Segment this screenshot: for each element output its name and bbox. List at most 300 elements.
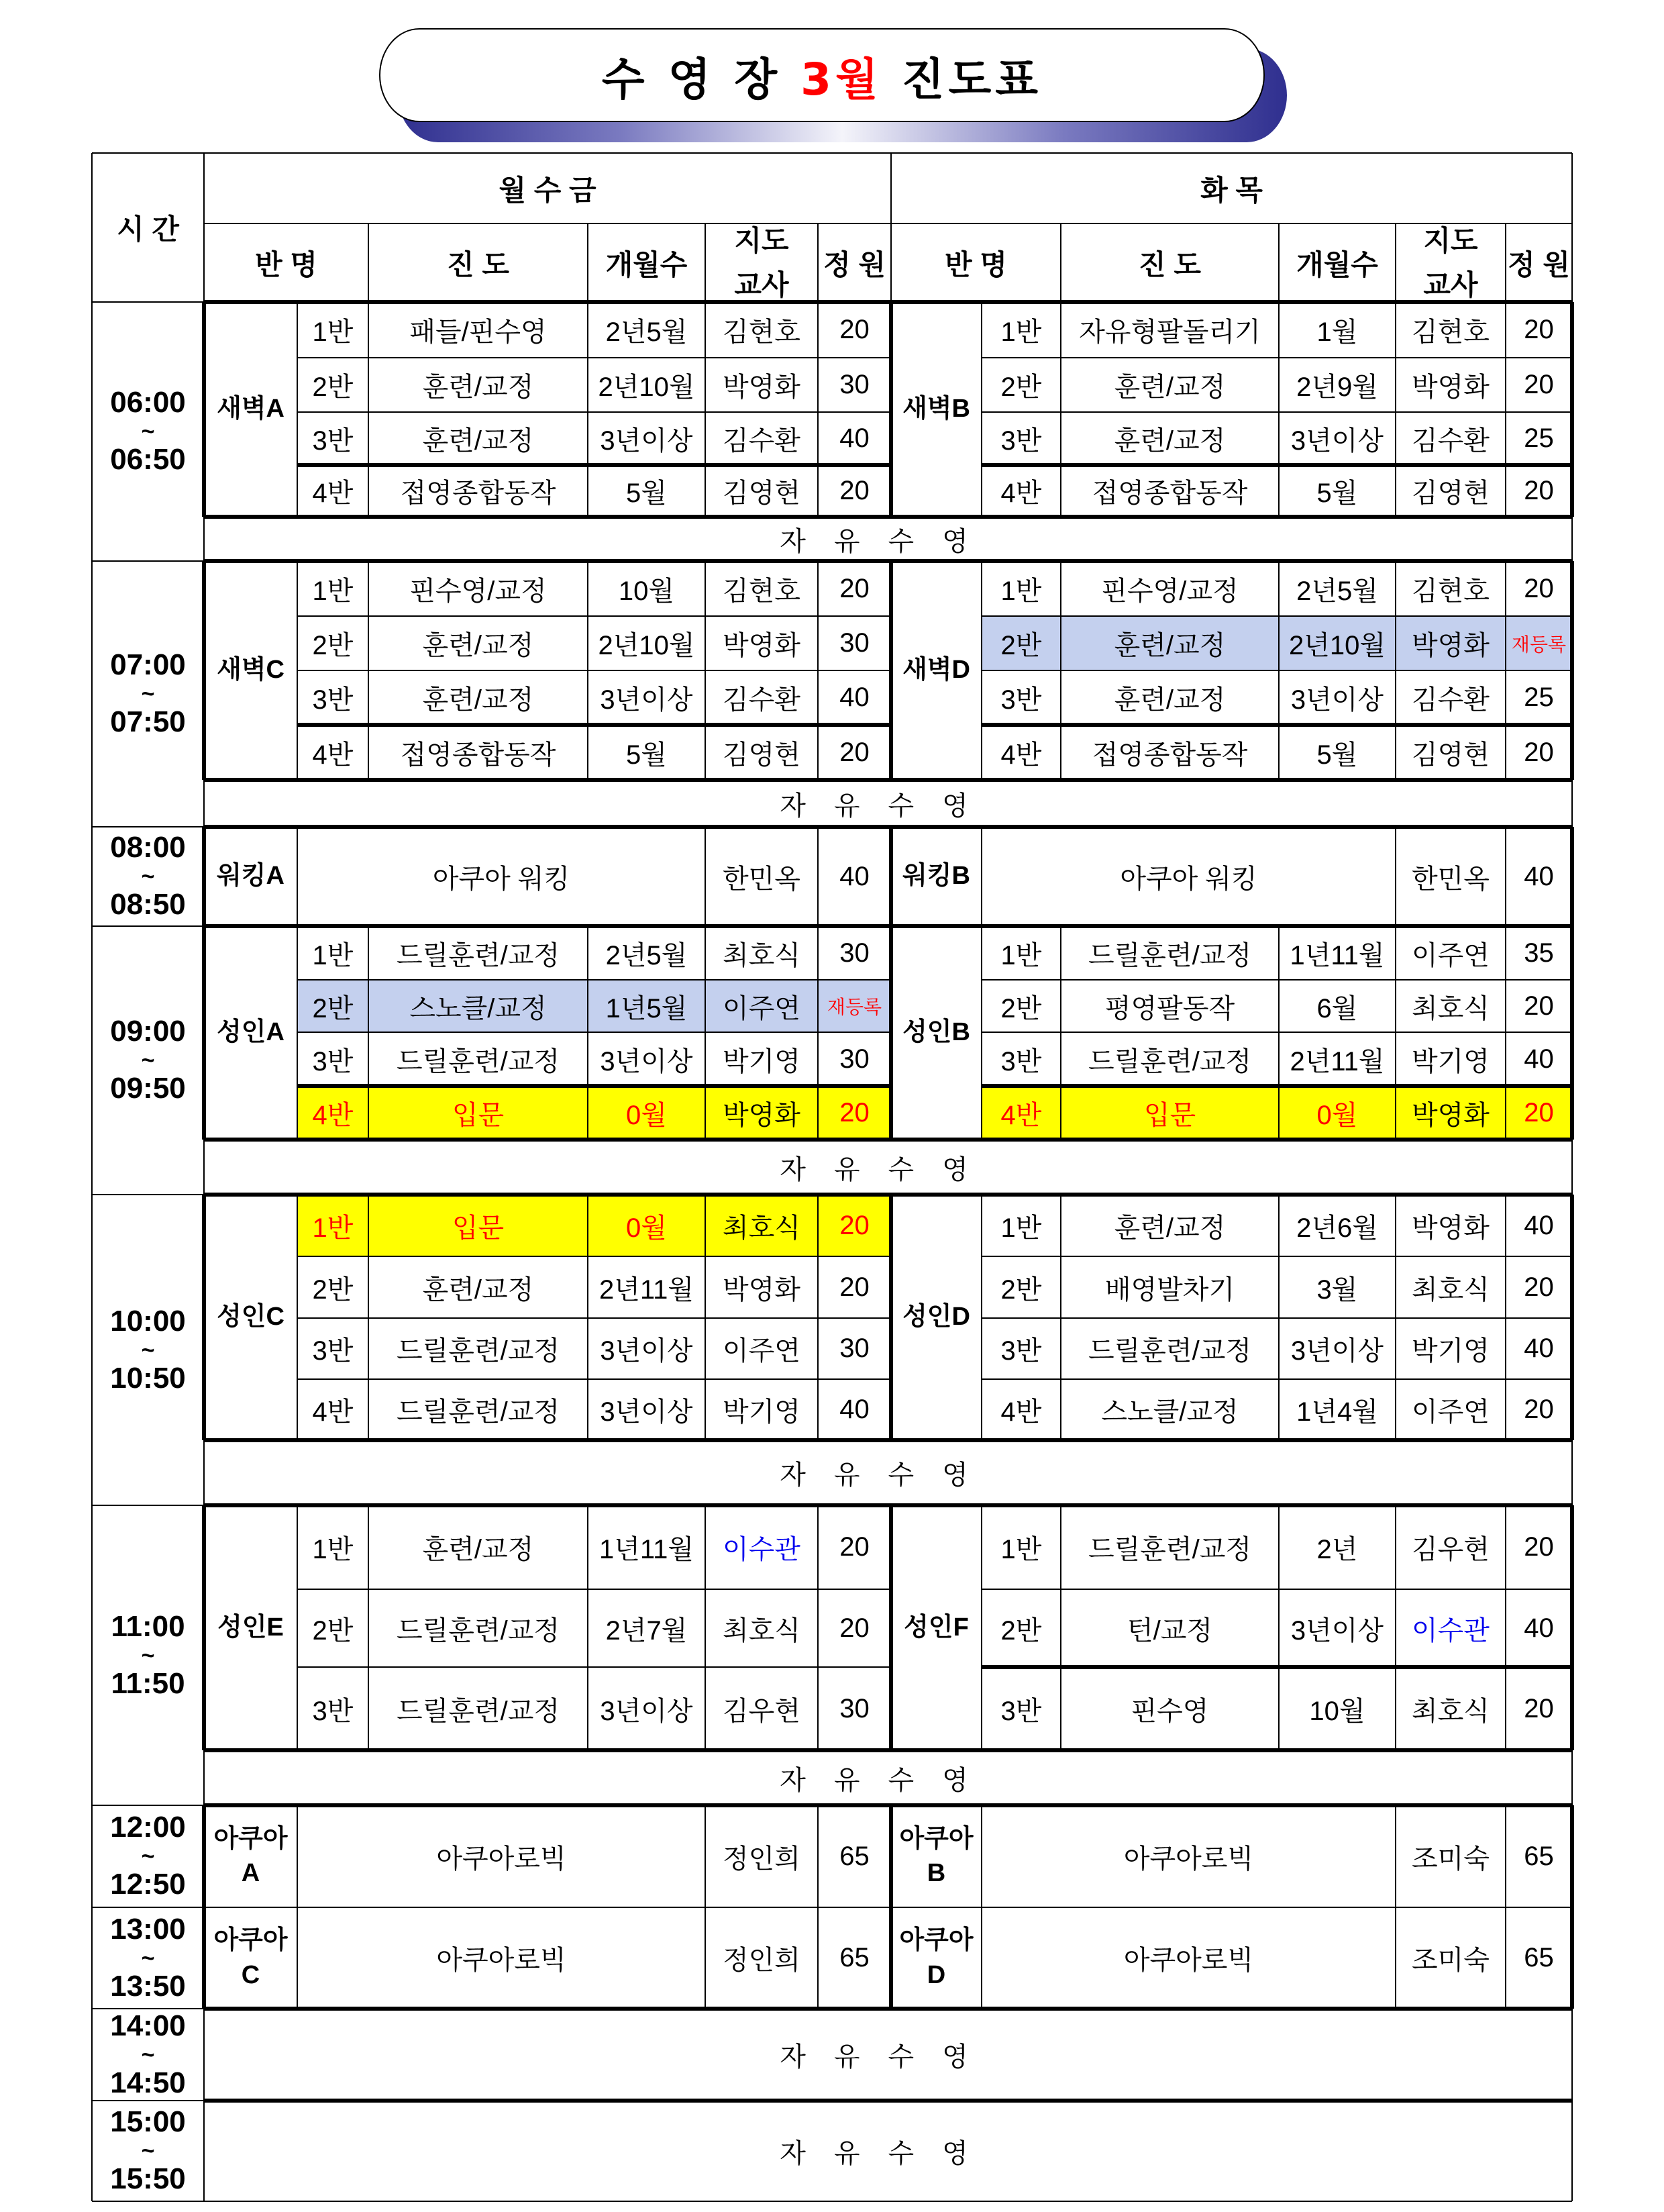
- grid-line: [297, 827, 298, 926]
- months: 3년이상: [600, 1397, 693, 1427]
- grid-line: [1060, 1505, 1061, 1750]
- teacher: 김수환: [1412, 426, 1490, 456]
- program: 아쿠아로빅: [436, 1946, 566, 1975]
- grid-line: [587, 302, 588, 517]
- teacher: 박영화: [1412, 1100, 1490, 1130]
- grid-line: [92, 301, 204, 303]
- grid-line: [1505, 926, 1506, 1140]
- grid-line: [817, 302, 819, 517]
- grid-line: [1278, 1195, 1280, 1440]
- capacity: 30: [839, 628, 870, 658]
- grid-line: [1505, 223, 1506, 302]
- class-number: 3반: [312, 1046, 354, 1076]
- grid-line: [297, 1195, 298, 1440]
- teacher: 박영화: [723, 1100, 800, 1130]
- teacher: 조미숙: [1412, 1946, 1490, 1975]
- class-number: 1반: [1000, 1535, 1042, 1564]
- title-banner: [379, 28, 1288, 142]
- progress: 훈련/교정: [1114, 685, 1226, 715]
- class-group-name: 성인D: [902, 1303, 970, 1331]
- capacity: 20: [1524, 370, 1554, 399]
- time-separator: ~: [141, 1337, 155, 1363]
- progress: 훈련/교정: [422, 1274, 534, 1305]
- grid-line: [92, 2008, 204, 2009]
- teacher: 최호식: [1412, 993, 1490, 1023]
- grid-line: [982, 357, 1572, 358]
- time-end: 13:50: [110, 1969, 186, 2003]
- grid-line: [204, 1803, 1572, 1807]
- capacity: 65: [839, 1841, 870, 1871]
- progress: 드릴훈련/교정: [1088, 940, 1251, 970]
- time-start: 11:00: [111, 1609, 185, 1643]
- teacher: 박영화: [723, 631, 800, 660]
- title-suffix: 진도표: [882, 53, 1043, 105]
- grid-line: [297, 1378, 891, 1380]
- time-start: 15:00: [110, 2105, 186, 2139]
- grid-line: [705, 223, 706, 302]
- capacity: 20: [839, 1097, 870, 1127]
- progress: 핀수영: [1131, 1696, 1209, 1726]
- progress: 핀수영/교정: [409, 576, 547, 606]
- progress: 드릴훈련/교정: [397, 940, 560, 970]
- grid-line: [587, 223, 588, 302]
- grid-line: [982, 1589, 1572, 1590]
- capacity: 40: [839, 1395, 870, 1424]
- grid-line: [203, 153, 205, 2201]
- grid-line: [982, 1084, 1572, 1088]
- class-number: 3반: [312, 685, 354, 715]
- teacher: 김수환: [1412, 685, 1490, 715]
- teacher: 조미숙: [1412, 1844, 1490, 1874]
- grid-line: [705, 1805, 706, 1907]
- time-separator: ~: [141, 2042, 155, 2068]
- months: 3년이상: [1290, 685, 1384, 715]
- class-number: 1반: [1000, 317, 1042, 347]
- grid-line: [92, 826, 204, 827]
- capacity: 25: [1524, 683, 1554, 712]
- time-start: 14:00: [110, 2009, 186, 2042]
- free-swim-row: 자유수영: [780, 1765, 996, 1795]
- grid-line: [297, 723, 891, 727]
- grid-line: [297, 1805, 298, 1907]
- capacity: 30: [839, 370, 870, 399]
- time-start: 08:00: [110, 831, 186, 864]
- grid-line: [1060, 223, 1061, 302]
- months: 2년10월: [1288, 631, 1386, 660]
- grid-line: [1278, 302, 1280, 517]
- grid-line: [297, 357, 891, 358]
- grid-line: [297, 302, 298, 517]
- teacher: 박기영: [1412, 1336, 1490, 1366]
- teacher: 김현호: [1412, 317, 1490, 347]
- months: 3년이상: [600, 1046, 693, 1076]
- class-number: 4반: [1000, 1397, 1042, 1427]
- grid-line: [92, 1505, 204, 1506]
- months: 10월: [618, 576, 675, 606]
- capacity: 재등록: [827, 997, 882, 1017]
- grid-line: [1505, 302, 1506, 517]
- progress: 드릴훈련/교정: [397, 1336, 560, 1366]
- grid-line: [297, 1907, 298, 2009]
- capacity: 20: [839, 1532, 870, 1562]
- header-time: 시 간: [117, 213, 179, 245]
- months: 2년11월: [1290, 1046, 1385, 1076]
- months: 5월: [1316, 479, 1358, 508]
- teacher: 이주연: [723, 993, 800, 1023]
- months: 2년5월: [1296, 576, 1378, 606]
- class-group-name: [891, 1907, 982, 2009]
- capacity: 20: [839, 573, 870, 603]
- grid-line: [297, 926, 298, 1140]
- progress: 턴/교정: [1127, 1615, 1213, 1646]
- capacity: 20: [1524, 573, 1554, 603]
- months: 5월: [1316, 740, 1358, 770]
- time-slot-t0800: [92, 827, 204, 926]
- grid-line: [1395, 302, 1396, 517]
- grid-line: [368, 926, 369, 1140]
- class-group-name: 성인B: [902, 1018, 970, 1047]
- class-number: 4반: [312, 479, 354, 508]
- progress: 드릴훈련/교정: [1088, 1046, 1251, 1076]
- time-separator: ~: [141, 1945, 155, 1971]
- time-slot-t1000: [92, 1195, 204, 1505]
- class-group-name: [204, 1907, 297, 2009]
- grid-line: [297, 1084, 891, 1088]
- teacher: 김우현: [723, 1696, 800, 1726]
- grid-line: [981, 302, 982, 517]
- grid-line: [91, 153, 93, 2201]
- grid-line: [368, 223, 369, 302]
- grid-line: [817, 561, 819, 780]
- capacity: 25: [1524, 423, 1554, 453]
- progress: 드릴훈련/교정: [397, 1696, 560, 1726]
- grid-line: [297, 463, 891, 467]
- program: 아쿠아 워킹: [432, 864, 570, 894]
- months: 2년5월: [605, 940, 688, 970]
- grid-line: [889, 926, 893, 1140]
- grid-line: [204, 559, 1572, 563]
- class-number: 2반: [1000, 1274, 1042, 1305]
- header-teacher-part: 지도: [734, 225, 789, 257]
- capacity: 30: [839, 938, 870, 968]
- grid-line: [204, 300, 1572, 304]
- grid-line: [889, 1505, 893, 1750]
- teacher: 박영화: [723, 1274, 800, 1305]
- teacher: 김현호: [723, 317, 800, 347]
- grid-line: [1060, 926, 1061, 1140]
- grid-line: [1060, 561, 1061, 780]
- grid-line: [1278, 1505, 1280, 1750]
- grid-line: [817, 1195, 819, 1440]
- time-separator: ~: [141, 2138, 155, 2164]
- months: 3년이상: [1290, 1615, 1384, 1646]
- class-number: 1반: [312, 317, 354, 347]
- months: 2년10월: [598, 372, 695, 402]
- capacity: 40: [839, 861, 870, 891]
- grid-line: [982, 1317, 1572, 1319]
- free-swim-row: 자유수영: [780, 791, 996, 821]
- program: 아쿠아로빅: [436, 1844, 566, 1874]
- months: 1년11월: [1290, 940, 1385, 970]
- months: 5월: [626, 479, 667, 508]
- capacity: 20: [839, 737, 870, 767]
- time-separator: ~: [141, 1642, 155, 1668]
- progress: 드릴훈련/교정: [1088, 1535, 1251, 1564]
- grid-line: [982, 723, 1572, 727]
- time-end: 10:50: [110, 1361, 186, 1395]
- grid-line: [817, 1907, 819, 2009]
- progress: 훈련/교정: [1114, 631, 1226, 660]
- progress: 패들/핀수영: [409, 317, 547, 347]
- time-separator: ~: [141, 419, 155, 444]
- class-number: 2반: [312, 372, 354, 402]
- months: 2년9월: [1296, 372, 1378, 402]
- teacher: 박영화: [723, 372, 800, 402]
- grid-line: [204, 924, 1572, 928]
- group-name-part: 아쿠아: [899, 1824, 974, 1853]
- progress: 훈련/교정: [422, 426, 534, 456]
- grid-line: [817, 1505, 819, 1750]
- time-slot-t1300: [92, 1907, 204, 2009]
- class-number: 1반: [312, 1213, 354, 1243]
- progress: 접영종합동작: [1092, 479, 1248, 508]
- teacher: 한민옥: [1412, 864, 1490, 894]
- grid-line: [1505, 1195, 1506, 1440]
- free-swim-row: 자유수영: [780, 2042, 996, 2072]
- grid-line: [204, 1503, 1572, 1507]
- capacity: 20: [1524, 1272, 1554, 1302]
- header-days-mon-wed-fri: 월 수 금: [499, 174, 596, 206]
- progress: 드릴훈련/교정: [1088, 1336, 1251, 1366]
- grid-line: [297, 561, 298, 780]
- class-number: 3반: [1000, 685, 1042, 715]
- progress: 훈련/교정: [1114, 426, 1226, 456]
- grid-line: [297, 1256, 891, 1257]
- class-number: 1반: [312, 576, 354, 606]
- grid-line: [368, 302, 369, 517]
- class-number: 2반: [1000, 993, 1042, 1023]
- capacity: 20: [1524, 991, 1554, 1021]
- grid-line: [981, 1195, 982, 1440]
- header-teacher: [705, 223, 818, 302]
- capacity: 65: [1524, 1943, 1554, 1972]
- grid-line: [587, 1505, 588, 1750]
- months: 3년이상: [600, 685, 693, 715]
- months: 6월: [1316, 993, 1358, 1023]
- free-swim-row: 자유수영: [780, 1154, 996, 1185]
- grid-line: [981, 1505, 982, 1750]
- months: 0월: [626, 1100, 667, 1130]
- grid-line: [981, 827, 982, 926]
- progress: 훈련/교정: [1114, 1213, 1226, 1243]
- group-name-part: 아쿠아: [213, 1926, 288, 1955]
- grid-line: [297, 1032, 891, 1033]
- grid-line: [1505, 561, 1506, 780]
- free-swim-row: 자유수영: [780, 2138, 996, 2168]
- grid-line: [889, 1195, 893, 1440]
- class-number: 1반: [312, 940, 354, 970]
- progress: 접영종합동작: [1092, 740, 1248, 770]
- class-number: 3반: [312, 1696, 354, 1726]
- teacher: 최호식: [723, 940, 800, 970]
- months: 2년5월: [605, 317, 688, 347]
- class-number: 4반: [312, 740, 354, 770]
- time-slot-t0900: [92, 926, 204, 1195]
- months: 1월: [1316, 317, 1358, 347]
- header-months: 개월수: [605, 248, 688, 281]
- grid-line: [92, 152, 1572, 154]
- teacher: 김현호: [1412, 576, 1490, 606]
- progress: 훈련/교정: [422, 1535, 534, 1564]
- progress: 자유형팔돌리기: [1079, 317, 1261, 347]
- capacity: 65: [839, 1943, 870, 1972]
- grid-line: [1395, 223, 1396, 302]
- class-group-name: 워킹A: [217, 862, 284, 891]
- grid-line: [92, 560, 204, 562]
- time-separator: ~: [141, 681, 155, 707]
- capacity: 40: [1524, 1044, 1554, 1074]
- progress: 스노클/교정: [1101, 1397, 1239, 1427]
- grid-line: [1505, 1805, 1506, 1907]
- header-progress: 진 도: [1139, 248, 1201, 281]
- capacity: 40: [1524, 861, 1554, 891]
- capacity: 20: [1524, 1693, 1554, 1723]
- grid-line: [817, 223, 819, 302]
- grid-line: [297, 1666, 891, 1668]
- teacher: 김영현: [723, 479, 800, 508]
- header-days-tue-thu: 화 목: [1200, 174, 1263, 206]
- time-slot-t0700: [92, 561, 204, 827]
- class-number: 3반: [1000, 1046, 1042, 1076]
- capacity: 30: [839, 1693, 870, 1723]
- time-start: 10:00: [110, 1304, 186, 1338]
- grid-line: [1395, 1805, 1396, 1907]
- progress: 핀수영/교정: [1101, 576, 1239, 606]
- time-separator: ~: [141, 1844, 155, 1869]
- capacity: 30: [839, 1334, 870, 1363]
- time-end: 14:50: [110, 2066, 186, 2099]
- teacher: 박영화: [1412, 372, 1490, 402]
- time-start: 13:00: [110, 1912, 186, 1946]
- teacher: 김영현: [723, 740, 800, 770]
- time-start: 12:00: [110, 1811, 186, 1844]
- months: 2년11월: [599, 1274, 694, 1305]
- teacher: 정인희: [723, 1844, 800, 1874]
- grid-line: [92, 1805, 204, 1806]
- class-group-name: 새벽C: [217, 656, 284, 685]
- time-separator: ~: [141, 1048, 155, 1073]
- page-title: [602, 44, 1042, 107]
- time-separator: ~: [141, 864, 155, 889]
- program: 아쿠아 워킹: [1120, 864, 1257, 894]
- group-name-part: B: [927, 1859, 946, 1887]
- grid-line: [817, 1805, 819, 1907]
- grid-line: [705, 827, 706, 926]
- grid-line: [981, 926, 982, 1140]
- group-name-part: C: [241, 1960, 260, 1989]
- grid-line: [817, 926, 819, 1140]
- program: 아쿠아로빅: [1123, 1946, 1254, 1975]
- time-slot-t1400: [92, 2009, 204, 2101]
- grid-line: [1060, 1195, 1061, 1440]
- class-number: 4반: [312, 1397, 354, 1427]
- title-month: 3월: [800, 53, 882, 105]
- progress: 훈련/교정: [422, 685, 534, 715]
- grid-line: [204, 1907, 1572, 1908]
- months: 3년이상: [600, 1336, 693, 1366]
- progress: 훈련/교정: [422, 631, 534, 660]
- grid-line: [982, 411, 1572, 413]
- grid-line: [297, 615, 891, 617]
- grid-line: [1571, 153, 1573, 2201]
- title-prefix: 수 영 장: [601, 53, 801, 105]
- grid-line: [297, 411, 891, 413]
- capacity: 20: [1524, 1532, 1554, 1562]
- progress: 스노클/교정: [409, 993, 547, 1023]
- time-end: 11:50: [111, 1666, 185, 1700]
- months: 1년11월: [599, 1535, 694, 1564]
- grid-line: [1060, 302, 1061, 517]
- capacity: 20: [1524, 737, 1554, 767]
- header-teacher-part: 교사: [734, 268, 789, 301]
- class-number: 4반: [1000, 1100, 1042, 1130]
- grid-line: [982, 1378, 1572, 1380]
- progress: 입문: [452, 1213, 505, 1243]
- teacher: 최호식: [1412, 1274, 1490, 1305]
- group-name-part: A: [241, 1859, 260, 1887]
- months: 3년이상: [1290, 1336, 1384, 1366]
- progress: 접영종합동작: [400, 479, 556, 508]
- grid-line: [705, 302, 706, 517]
- grid-line: [368, 561, 369, 780]
- time-end: 07:50: [110, 705, 186, 738]
- free-swim-row: 자유수영: [780, 1460, 996, 1490]
- months: 10월: [1309, 1696, 1365, 1726]
- header-progress: 진 도: [447, 248, 509, 281]
- capacity: 65: [1524, 1841, 1554, 1871]
- header-class-name: 반 명: [255, 248, 317, 281]
- capacity: 40: [1524, 1210, 1554, 1240]
- months: 1년5월: [605, 993, 688, 1023]
- group-name-part: D: [927, 1960, 946, 1989]
- header-teacher: [1396, 223, 1506, 302]
- teacher: 박영화: [1412, 1213, 1490, 1243]
- grid-line: [204, 1193, 1572, 1197]
- time-slot-t1200: [92, 1805, 204, 1907]
- teacher: 김현호: [723, 576, 800, 606]
- title-box: [379, 28, 1265, 122]
- class-number: 2반: [1000, 1615, 1042, 1646]
- teacher: 이주연: [1412, 940, 1490, 970]
- time-end: 12:50: [110, 1868, 186, 1901]
- time-end: 08:50: [110, 888, 186, 921]
- class-number: 2반: [312, 993, 354, 1023]
- grid-line: [1278, 926, 1280, 1140]
- class-number: 2반: [1000, 372, 1042, 402]
- months: 3년이상: [600, 426, 693, 456]
- grid-line: [297, 670, 891, 671]
- grid-line: [587, 926, 588, 1140]
- grid-line: [1395, 926, 1396, 1140]
- grid-line: [982, 979, 1572, 981]
- class-group-name: 새벽A: [217, 395, 284, 423]
- months: 0월: [1316, 1100, 1358, 1130]
- time-end: 06:50: [110, 443, 186, 476]
- teacher: 박영화: [1412, 631, 1490, 660]
- class-group-name: 새벽D: [902, 656, 970, 685]
- time-end: 15:50: [110, 2162, 186, 2195]
- grid-line: [368, 1195, 369, 1440]
